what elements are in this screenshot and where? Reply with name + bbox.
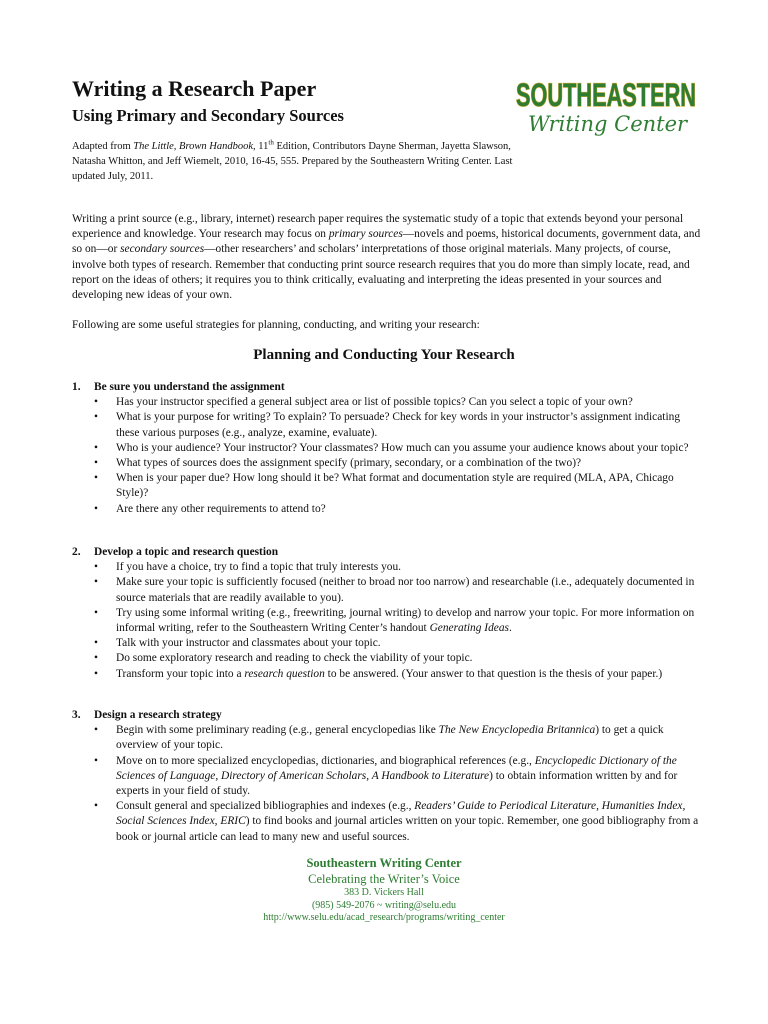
bullet-item: • Begin with some preliminary reading (e.g., general encyclopedias like The New Encyclopedia Britannica) to get a quick overview of your topic. — [72, 723, 706, 753]
logo-wordmark-text: SOUTHEASTERN — [516, 77, 696, 113]
source-attribution: Adapted from The Little, Brown Handbook, 11th Edition, Contributors Dayne Sherman, Jayetta Slawson, Natasha Whitton, and Jeff Wiemelt, 2010, 16-45, 555. Prepared by the Southeastern Writing Center. Last updated July, 2011. — [72, 138, 513, 182]
bullet-item: • Who is your audience? Your instructor? Your classmates? How much can you assume your audience knows about your topic? — [72, 441, 706, 456]
bullet-item: • Has your instructor specified a general subject area or list of possible topics? Can you select a topic of your own? — [72, 395, 706, 410]
bullet-item: • Try using some informal writing (e.g., freewriting, journal writing) to develop and narrow your topic. For more information on informal writing, refer to the Southeastern Writing Center’s handout Generating Ideas. — [72, 606, 706, 636]
step-bullets — [72, 395, 706, 517]
step-2 — [72, 545, 706, 682]
step-1 — [72, 380, 706, 517]
footer-url[interactable]: http://www.selu.edu/acad_research/programs/writing_center — [263, 912, 505, 923]
step-title: 3. Design a research strategy — [72, 709, 222, 721]
page-title: Writing a Research Paper — [72, 76, 317, 101]
intro-paragraph: Writing a print source (e.g., library, internet) research paper requires the systematic study of a topic that extends beyond your personal experience and knowledge. Your research may focus on primary sources—novels and poems, historical documents, government data, and so on—or secondary sources—other researchers’ and scholars’ interpretations of those original materials. Many projects, of course, involve both types of research. Remember that conducting print source research requires that you do more than simply locate, read, and report on the ideas of others; it requires you to think critically, evaluating and interpreting the ideas presented in your sources and developing new ideas of your own. — [72, 213, 701, 302]
bullet-item: • Talk with your instructor and classmates about your topic. — [72, 636, 706, 651]
step-bullets — [72, 723, 706, 845]
footer-tagline: Celebrating the Writer’s Voice — [308, 872, 460, 886]
step-title: 1. Be sure you understand the assignment — [72, 381, 285, 393]
bullet-item: • Make sure your topic is sufficiently focused (neither to broad nor too narrow) and researchable (i.e., adequately documented in source materials that are readily available to you). — [72, 575, 706, 605]
section-heading: Planning and Conducting Your Research — [253, 347, 515, 363]
strategies-intro: Following are some useful strategies for planning, conducting, and writing your research: — [72, 319, 480, 331]
bullet-item: • Consult general and specialized bibliographies and indexes (e.g., Readers’ Guide to Periodical Literature, Humanities Index, Social Sciences Index, ERIC) to find books and journal articles written on your topic. Remember, one good bibliography from a book or journal article can lead to many new and useful sources. — [72, 799, 706, 845]
bullet-item: • What is your purpose for writing? To explain? To persuade? Check for key words in your instructor’s assignment indicating these various purposes (e.g., analyze, examine, evaluate). — [72, 410, 706, 440]
writing-center-logo — [514, 76, 698, 142]
southeastern-wordmark — [514, 76, 698, 114]
bullet-item: • What types of sources does the assignment specify (primary, secondary, or a combination of the two)? — [72, 456, 706, 471]
step-3 — [72, 708, 706, 845]
bullet-item: • If you have a choice, try to find a topic that truly interests you. — [72, 560, 706, 575]
bullet-item: • Transform your topic into a research question to be answered. (Your answer to that question is the thesis of your paper.) — [72, 667, 706, 682]
logo-script-text: Writing Center — [527, 112, 688, 136]
footer-contact — [72, 855, 696, 925]
bullet-item: • Move on to more specialized encyclopedias, dictionaries, and biographical references (e.g., Encyclopedic Dictionary of the Sciences of Language, Directory of American Scholars, A Handbook to Literature) to obtain information written by and for experts in your field of study. — [72, 754, 706, 800]
page-subtitle: Using Primary and Secondary Sources — [72, 106, 344, 125]
bullet-item: • When is your paper due? How long should it be? What format and documentation style are required (MLA, APA, Chicago Style)? — [72, 471, 706, 501]
footer-org-name: Southeastern Writing Center — [306, 856, 462, 870]
bullet-item: • Do some exploratory research and reading to check the viability of your topic. — [72, 651, 706, 666]
bullet-item: • Are there any other requirements to attend to? — [72, 502, 706, 517]
footer-address: 383 D. Vickers Hall — [344, 887, 424, 898]
footer-contact-info: (985) 549-2076 ~ writing@selu.edu — [311, 899, 457, 911]
step-bullets — [72, 560, 706, 682]
step-title: 2. Develop a topic and research question — [72, 546, 279, 558]
